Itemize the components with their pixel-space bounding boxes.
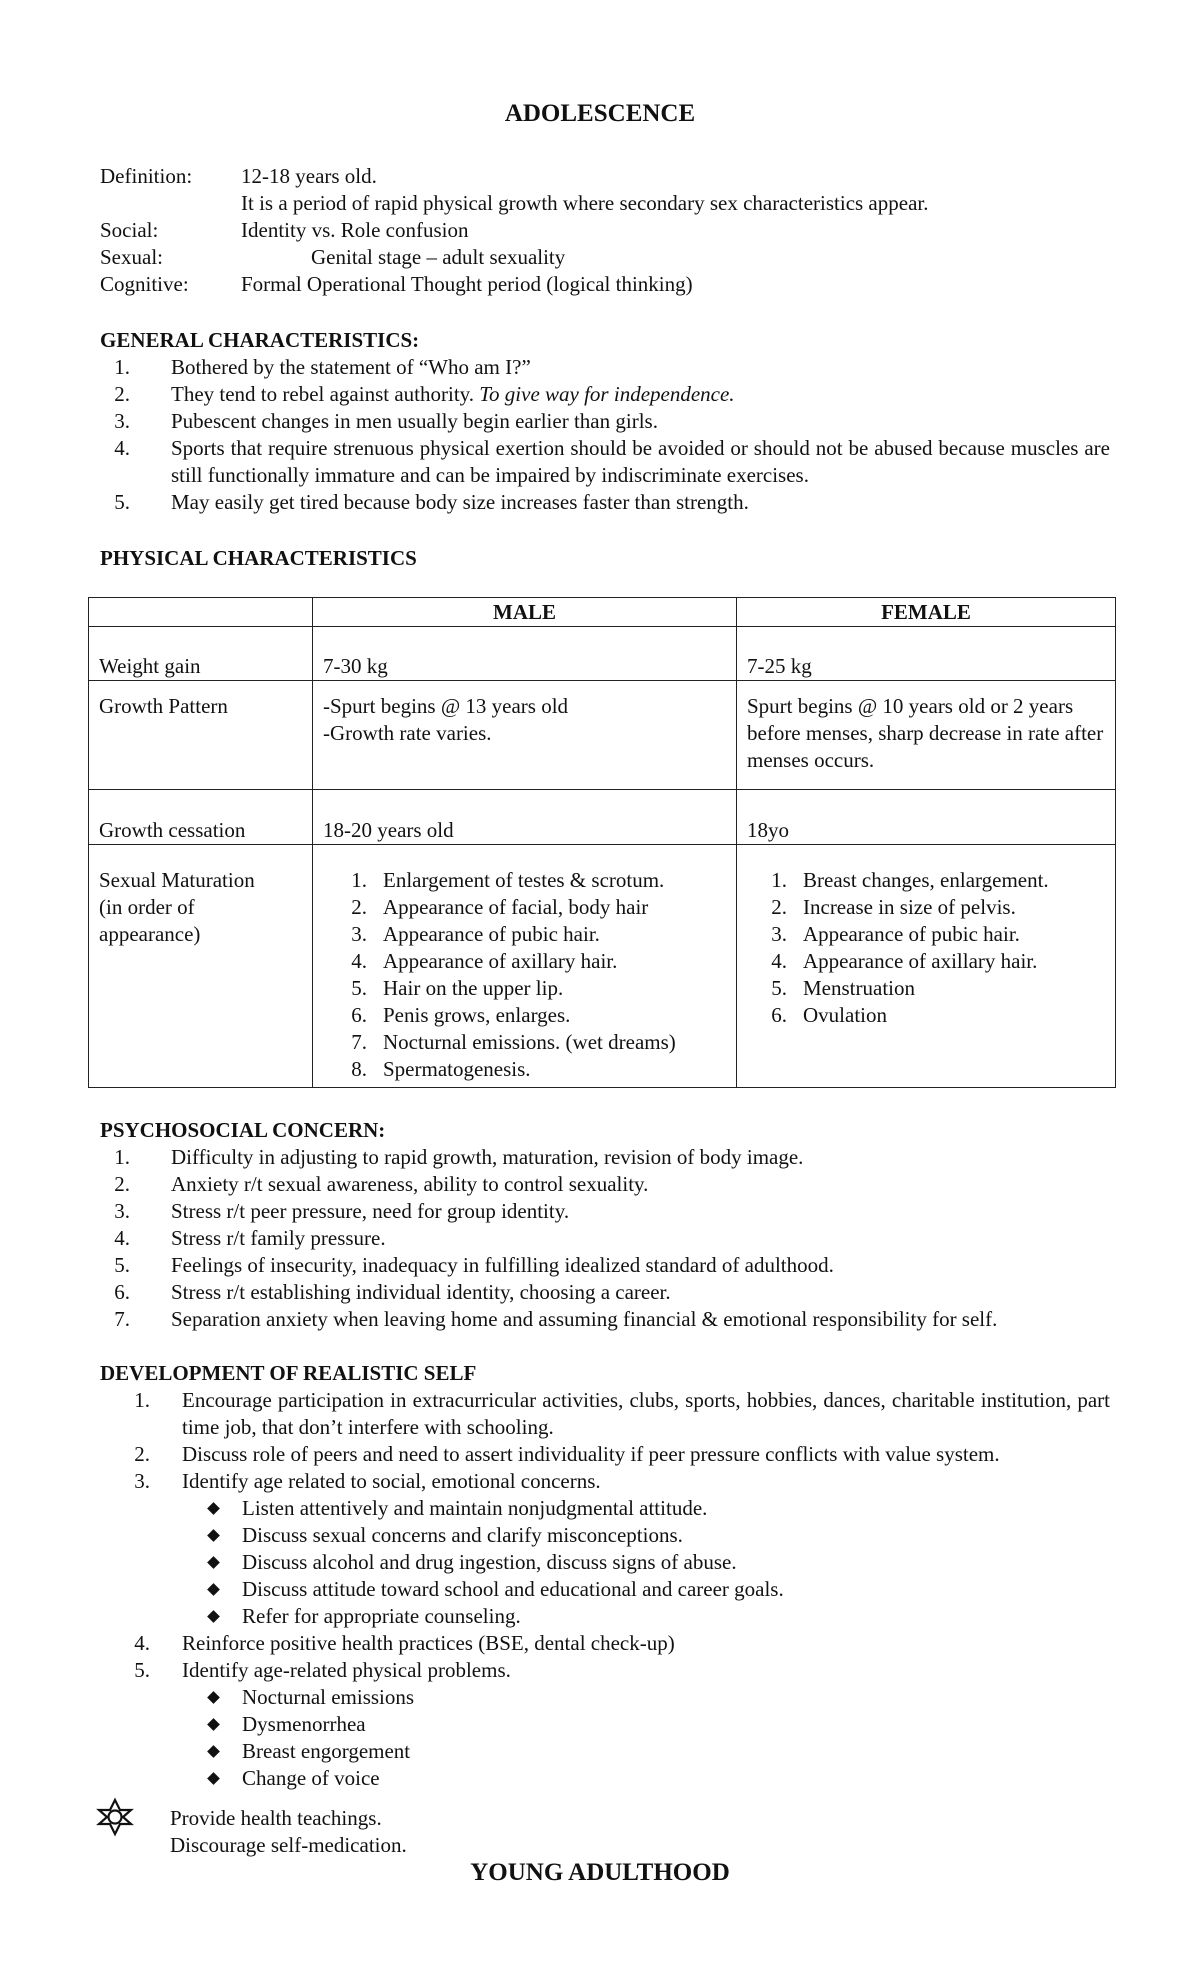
col-male: MALE [313,598,737,627]
list-text: Menstruation [803,976,915,1000]
bullet-text: Discuss attitude toward school and educational and career goals. [242,1577,784,1601]
diamond-bullet-icon [207,1772,220,1785]
list-item [100,408,1110,435]
cessation-male: 18-20 years old [313,790,737,845]
table-row [89,627,1116,681]
bullet-text: Listen attentively and maintain nonjudgmental attitude. [242,1496,708,1520]
list-text: Penis grows, enlarges. [383,1003,571,1027]
list-item [100,1387,1110,1441]
list-number: 4. [351,949,367,973]
list-item [323,948,726,975]
next-section-title: YOUNG ADULTHOOD [470,1859,730,1886]
table-row [89,845,1116,1088]
list-item [747,867,1105,894]
list-text: Spermatogenesis. [383,1057,531,1081]
maturation-label-line: Sexual Maturation [99,868,255,892]
list-text: Enlargement of testes & scrotum. [383,868,665,892]
general-list [100,354,1110,516]
growth-female: Spurt begins @ 10 years old or 2 years before menses, sharp decrease in rate after menses occurs. [737,681,1116,790]
diamond-bullet-icon [207,1718,220,1731]
list-text: Feelings of insecurity, inadequacy in fulfilling idealized standard of adulthood. [171,1253,834,1277]
list-number: 3. [114,1199,130,1223]
social-value: Identity vs. Role confusion [241,218,469,242]
list-number: 5. [114,490,130,514]
diamond-bullet-icon [207,1556,220,1569]
diamond-bullet-icon [207,1745,220,1758]
list-text: Reinforce positive health practices (BSE, dental check-up) [182,1631,675,1655]
cognitive-label: Cognitive: [100,272,189,296]
self-med-line: Discourage self-medication. [170,1833,407,1857]
item5-bullets [100,1684,1110,1792]
table-row [89,790,1116,845]
bullet-item [100,1738,1110,1765]
list-number: 6. [114,1280,130,1304]
bullet-text: Change of voice [242,1766,380,1790]
col-female: FEMALE [737,598,1116,627]
list-item [747,921,1105,948]
list-number: 2. [114,1172,130,1196]
list-number: 5. [114,1253,130,1277]
list-text: Appearance of pubic hair. [383,922,600,946]
list-number: 1. [114,355,130,379]
list-text: Nocturnal emissions. (wet dreams) [383,1030,676,1054]
list-text: Stress r/t family pressure. [171,1226,386,1250]
list-number: 5. [351,976,367,1000]
list-item [100,354,1110,381]
list-number: 6. [351,1003,367,1027]
bullet-text: Refer for appropriate counseling. [242,1604,521,1628]
list-number: 1. [771,868,787,892]
definition-line-1: 12-18 years old. [241,164,377,188]
physical-table [88,597,1116,1088]
definition-label: Definition: [100,164,193,188]
social-label: Social: [100,218,159,242]
list-text: Appearance of facial, body hair [383,895,649,919]
cognitive-value: Formal Operational Thought period (logical thinking) [241,272,693,296]
growth-male-line: -Spurt begins @ 13 years old [323,694,569,718]
bullet-item [100,1549,1110,1576]
sun-star-icon [95,1797,135,1837]
list-number: 4. [114,1226,130,1250]
list-item [747,1002,1105,1029]
list-item [100,1171,1120,1198]
sexual-value: Genital stage – adult sexuality [311,245,566,269]
list-text: Identify age-related physical problems. [182,1658,511,1682]
bullet-text: Discuss sexual concerns and clarify misconceptions. [242,1523,683,1547]
list-number: 6. [771,1003,787,1027]
list-item [100,1306,1120,1333]
list-item [100,1198,1120,1225]
list-text: Discuss role of peers and need to assert individuality if peer pressure conflicts with value system. [182,1442,1000,1466]
physical-heading: PHYSICAL CHARACTERISTICS [100,546,417,570]
list-text: Appearance of axillary hair. [383,949,618,973]
bullet-text: Discuss alcohol and drug ingestion, discuss signs of abuse. [242,1550,737,1574]
diamond-bullet-icon [207,1529,220,1542]
bullet-item [100,1765,1110,1792]
list-number: 8. [351,1057,367,1081]
list-number: 3. [771,922,787,946]
list-number: 2. [771,895,787,919]
list-number: 7. [114,1307,130,1331]
list-text: Appearance of pubic hair. [803,922,1020,946]
list-number: 4. [771,949,787,973]
list-text: Breast changes, enlargement. [803,868,1049,892]
list-text: Appearance of axillary hair. [803,949,1038,973]
list-item [323,1002,726,1029]
list-item [100,1252,1120,1279]
maturation-label [89,845,313,1088]
list-item [747,894,1105,921]
page-title: ADOLESCENCE [504,100,696,127]
list-item [747,948,1105,975]
list-number: 2. [351,895,367,919]
list-text: They tend to rebel against authority. [171,382,475,406]
list-number: 3. [134,1469,150,1493]
list-item [100,381,1110,408]
cessation-female: 18yo [737,790,1116,845]
list-item [323,921,726,948]
list-item [100,1441,1110,1468]
list-number: 4. [134,1631,150,1655]
list-text: Pubescent changes in men usually begin earlier than girls. [171,409,658,433]
definition-line-2: It is a period of rapid physical growth where secondary sex characteristics appear. [241,191,929,215]
list-number: 2. [134,1442,150,1466]
list-item [323,894,726,921]
bullet-item [100,1711,1110,1738]
diamond-bullet-icon [207,1610,220,1623]
bullet-text: Dysmenorrhea [242,1712,366,1736]
diamond-bullet-icon [207,1583,220,1596]
bullet-item [100,1684,1110,1711]
maturation-label-line: appearance) [99,922,201,946]
realistic-list [100,1387,1110,1792]
table-corner-cell [89,598,313,627]
cessation-label: Growth cessation [89,790,313,845]
maturation-label-line: (in order of [99,895,195,919]
maturation-male-list [323,867,726,1083]
list-text: May easily get tired because body size increases faster than strength. [171,490,749,514]
list-item [100,1144,1120,1171]
table-header-row [89,598,1116,627]
weight-male: 7-30 kg [313,627,737,681]
list-text-italic: To give way for independence. [479,382,735,406]
psychosocial-heading: PSYCHOSOCIAL CONCERN: [100,1118,386,1142]
list-item [100,489,1110,516]
list-text: Identify age related to social, emotional concerns. [182,1469,601,1493]
list-item [100,1657,1110,1684]
list-item [100,1630,1110,1657]
list-item [323,867,726,894]
diamond-bullet-icon [207,1691,220,1704]
table-row [89,681,1116,790]
list-number: 5. [134,1658,150,1682]
list-number: 3. [351,922,367,946]
list-text: Encourage participation in extracurricular activities, clubs, sports, hobbies, dances, charitable institution, part time job, that don’t interfere with schooling. [182,1388,1110,1439]
list-text: Stress r/t establishing individual identity, choosing a career. [171,1280,671,1304]
list-number: 1. [114,1145,130,1169]
bullet-item [100,1495,1110,1522]
maturation-female [737,845,1116,1088]
diamond-bullet-icon [207,1502,220,1515]
list-number: 2. [114,382,130,406]
psychosocial-list [100,1144,1120,1333]
realistic-heading: DEVELOPMENT OF REALISTIC SELF [100,1361,477,1385]
list-item [100,435,1110,489]
list-item [100,1225,1120,1252]
list-number: 7. [351,1030,367,1054]
bullet-item [100,1603,1110,1630]
maturation-male [313,845,737,1088]
weight-female: 7-25 kg [737,627,1116,681]
list-item [747,975,1105,1002]
sexual-label: Sexual: [100,245,163,269]
bullet-text: Nocturnal emissions [242,1685,415,1709]
general-heading: GENERAL CHARACTERISTICS: [100,328,420,352]
list-text: Hair on the upper lip. [383,976,564,1000]
list-number: 4. [114,436,130,460]
list-text: Anxiety r/t sexual awareness, ability to control sexuality. [171,1172,649,1196]
list-item [323,975,726,1002]
list-number: 5. [771,976,787,1000]
list-text: Difficulty in adjusting to rapid growth, maturation, revision of body image. [171,1145,804,1169]
growth-male-line: -Growth rate varies. [323,721,492,745]
list-item [100,1468,1110,1495]
bullet-item [100,1576,1110,1603]
list-number: 3. [114,409,130,433]
bullet-text: Breast engorgement [242,1739,411,1763]
bullet-item [100,1522,1110,1549]
list-text: Increase in size of pelvis. [803,895,1016,919]
maturation-female-list [747,867,1105,1029]
growth-male [313,681,737,790]
item3-bullets [100,1495,1110,1630]
list-item [323,1056,726,1083]
list-text: Sports that require strenuous physical exertion should be avoided or should not be abused because muscles are still functionally immature and can be impaired by indiscriminate exercises. [171,436,1110,487]
list-item [100,1279,1120,1306]
list-text: Stress r/t peer pressure, need for group identity. [171,1199,570,1223]
list-item [323,1029,726,1056]
teachings-line: Provide health teachings. [170,1806,382,1830]
list-number: 1. [351,868,367,892]
weight-label: Weight gain [89,627,313,681]
list-text: Bothered by the statement of “Who am I?” [171,355,531,379]
growth-label: Growth Pattern [89,681,313,790]
list-number: 1. [134,1388,150,1412]
list-text: Ovulation [803,1003,887,1027]
list-text: Separation anxiety when leaving home and assuming financial & emotional responsibility for self. [171,1307,998,1331]
